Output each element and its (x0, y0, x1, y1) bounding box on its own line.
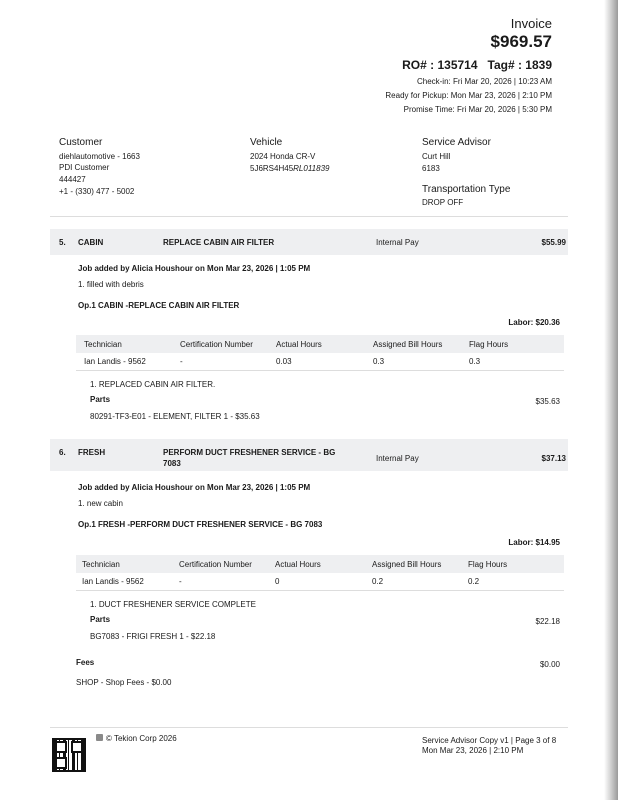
invoice-total: $969.57 (490, 32, 552, 51)
labor-amount: Labor: $20.36 (508, 318, 560, 327)
customer-type: PDI Customer (59, 163, 110, 172)
flag-hours: 0.3 (469, 357, 481, 366)
transportation-value: DROP OFF (422, 198, 464, 207)
col-certification: Certification Number (180, 340, 253, 349)
col-flag-hours: Flag Hours (468, 560, 508, 569)
fee-line: SHOP - Shop Fees - $0.00 (76, 678, 172, 687)
parts-label: Parts (90, 395, 111, 404)
promise-time: Promise Time: Fri Mar 20, 2026 | 5:30 PM (403, 105, 552, 114)
col-assigned-hours: Assigned Bill Hours (373, 340, 443, 349)
col-actual-hours: Actual Hours (275, 560, 321, 569)
customer-phone: +1 - (330) 477 - 5002 (59, 187, 135, 196)
job-number: 6. (59, 448, 66, 457)
document-title: Invoice (510, 16, 552, 31)
job-note: 1. new cabin (78, 499, 123, 508)
assigned-hours: 0.3 (373, 357, 385, 366)
col-flag-hours: Flag Hours (469, 340, 509, 349)
job-code: FRESH (78, 448, 106, 457)
part-line: 80291-TF3-E01 - ELEMENT, FILTER 1 - $35.63 (90, 412, 260, 421)
ro-tag-numbers: RO# : 135714 Tag# : 1839 (402, 58, 552, 72)
footer-divider (50, 727, 568, 728)
job-title-line2: 7083 (163, 459, 181, 468)
row-divider (76, 370, 564, 371)
vehicle-vin (250, 164, 329, 173)
parts-amount: $22.18 (535, 617, 560, 626)
service-advisor-name: Curt Hill (422, 152, 451, 161)
actual-hours: 0 (275, 577, 280, 586)
service-advisor-id: 6183 (422, 164, 440, 173)
row-divider (76, 590, 564, 591)
part-line: BG7083 - FRIGI FRESH 1 - $22.18 (90, 632, 216, 641)
job-number: 5. (59, 238, 66, 247)
job-header-band (50, 229, 568, 255)
job-title-line1: PERFORM DUCT FRESHENER SERVICE - BG (163, 448, 336, 457)
col-actual-hours: Actual Hours (276, 340, 322, 349)
customer-number: 444427 (59, 175, 86, 184)
copyright: © Tekion Corp 2026 (106, 734, 177, 743)
job-pay-type: Internal Pay (376, 238, 419, 247)
customer-heading: Customer (59, 137, 103, 148)
service-advisor-heading: Service Advisor (422, 137, 491, 148)
vehicle-heading: Vehicle (250, 137, 283, 148)
col-technician: Technician (84, 340, 122, 349)
certification-number: - (179, 577, 182, 586)
ready-for-pickup-time: Ready for Pickup: Mon Mar 23, 2026 | 2:10 PM (385, 91, 552, 100)
labor-amount: Labor: $14.95 (508, 538, 560, 547)
fees-label: Fees (76, 658, 95, 667)
story-line: 1. DUCT FRESHENER SERVICE COMPLETE (90, 600, 256, 609)
parts-label: Parts (90, 615, 111, 624)
story-line: 1. REPLACED CABIN AIR FILTER. (90, 380, 216, 389)
job-added-by: Job added by Alicia Houshour on Mon Mar 23, 2026 | 1:05 PM (78, 264, 311, 273)
flag-hours: 0.2 (468, 577, 480, 586)
vehicle-model: 2024 Honda CR-V (250, 152, 316, 161)
job-title: REPLACE CABIN AIR FILTER (163, 238, 275, 247)
job-pay-type: Internal Pay (376, 454, 419, 463)
job-note: 1. filled with debris (78, 280, 144, 289)
job-amount: $55.99 (541, 238, 566, 247)
customer-name: diehlautomotive - 1663 (59, 152, 140, 161)
col-certification: Certification Number (179, 560, 252, 569)
qr-code (52, 738, 86, 772)
technician-name: Ian Landis - 9562 (84, 357, 146, 366)
certification-number: - (180, 357, 183, 366)
operation-line: Op.1 CABIN -REPLACE CABIN AIR FILTER (78, 301, 240, 310)
job-added-by: Job added by Alicia Houshour on Mon Mar 23, 2026 | 1:05 PM (78, 483, 311, 492)
job-code: CABIN (78, 238, 104, 247)
divider (50, 216, 568, 217)
fees-amount: $0.00 (539, 660, 560, 669)
transportation-heading: Transportation Type (422, 184, 511, 195)
assigned-hours: 0.2 (372, 577, 384, 586)
col-technician: Technician (82, 560, 120, 569)
parts-amount: $35.63 (535, 397, 560, 406)
tekion-logo-icon (96, 734, 103, 741)
check-in-time: Check-in: Fri Mar 20, 2026 | 10:23 AM (416, 77, 552, 86)
actual-hours: 0.03 (276, 357, 292, 366)
vin-suffix: RL011839 (293, 164, 330, 173)
copy-page-info: Service Advisor Copy v1 | Page 3 of 8 (422, 736, 557, 745)
job-amount: $37.13 (541, 454, 566, 463)
operation-line: Op.1 FRESH -PERFORM DUCT FRESHENER SERVICE - BG 7083 (78, 520, 323, 529)
scan-edge-shadow (604, 0, 618, 800)
technician-name: Ian Landis - 9562 (82, 577, 144, 586)
printed-timestamp: Mon Mar 23, 2026 | 2:10 PM (422, 746, 524, 755)
vin-prefix: 5J6RS4H45 (250, 164, 294, 173)
col-assigned-hours: Assigned Bill Hours (372, 560, 442, 569)
